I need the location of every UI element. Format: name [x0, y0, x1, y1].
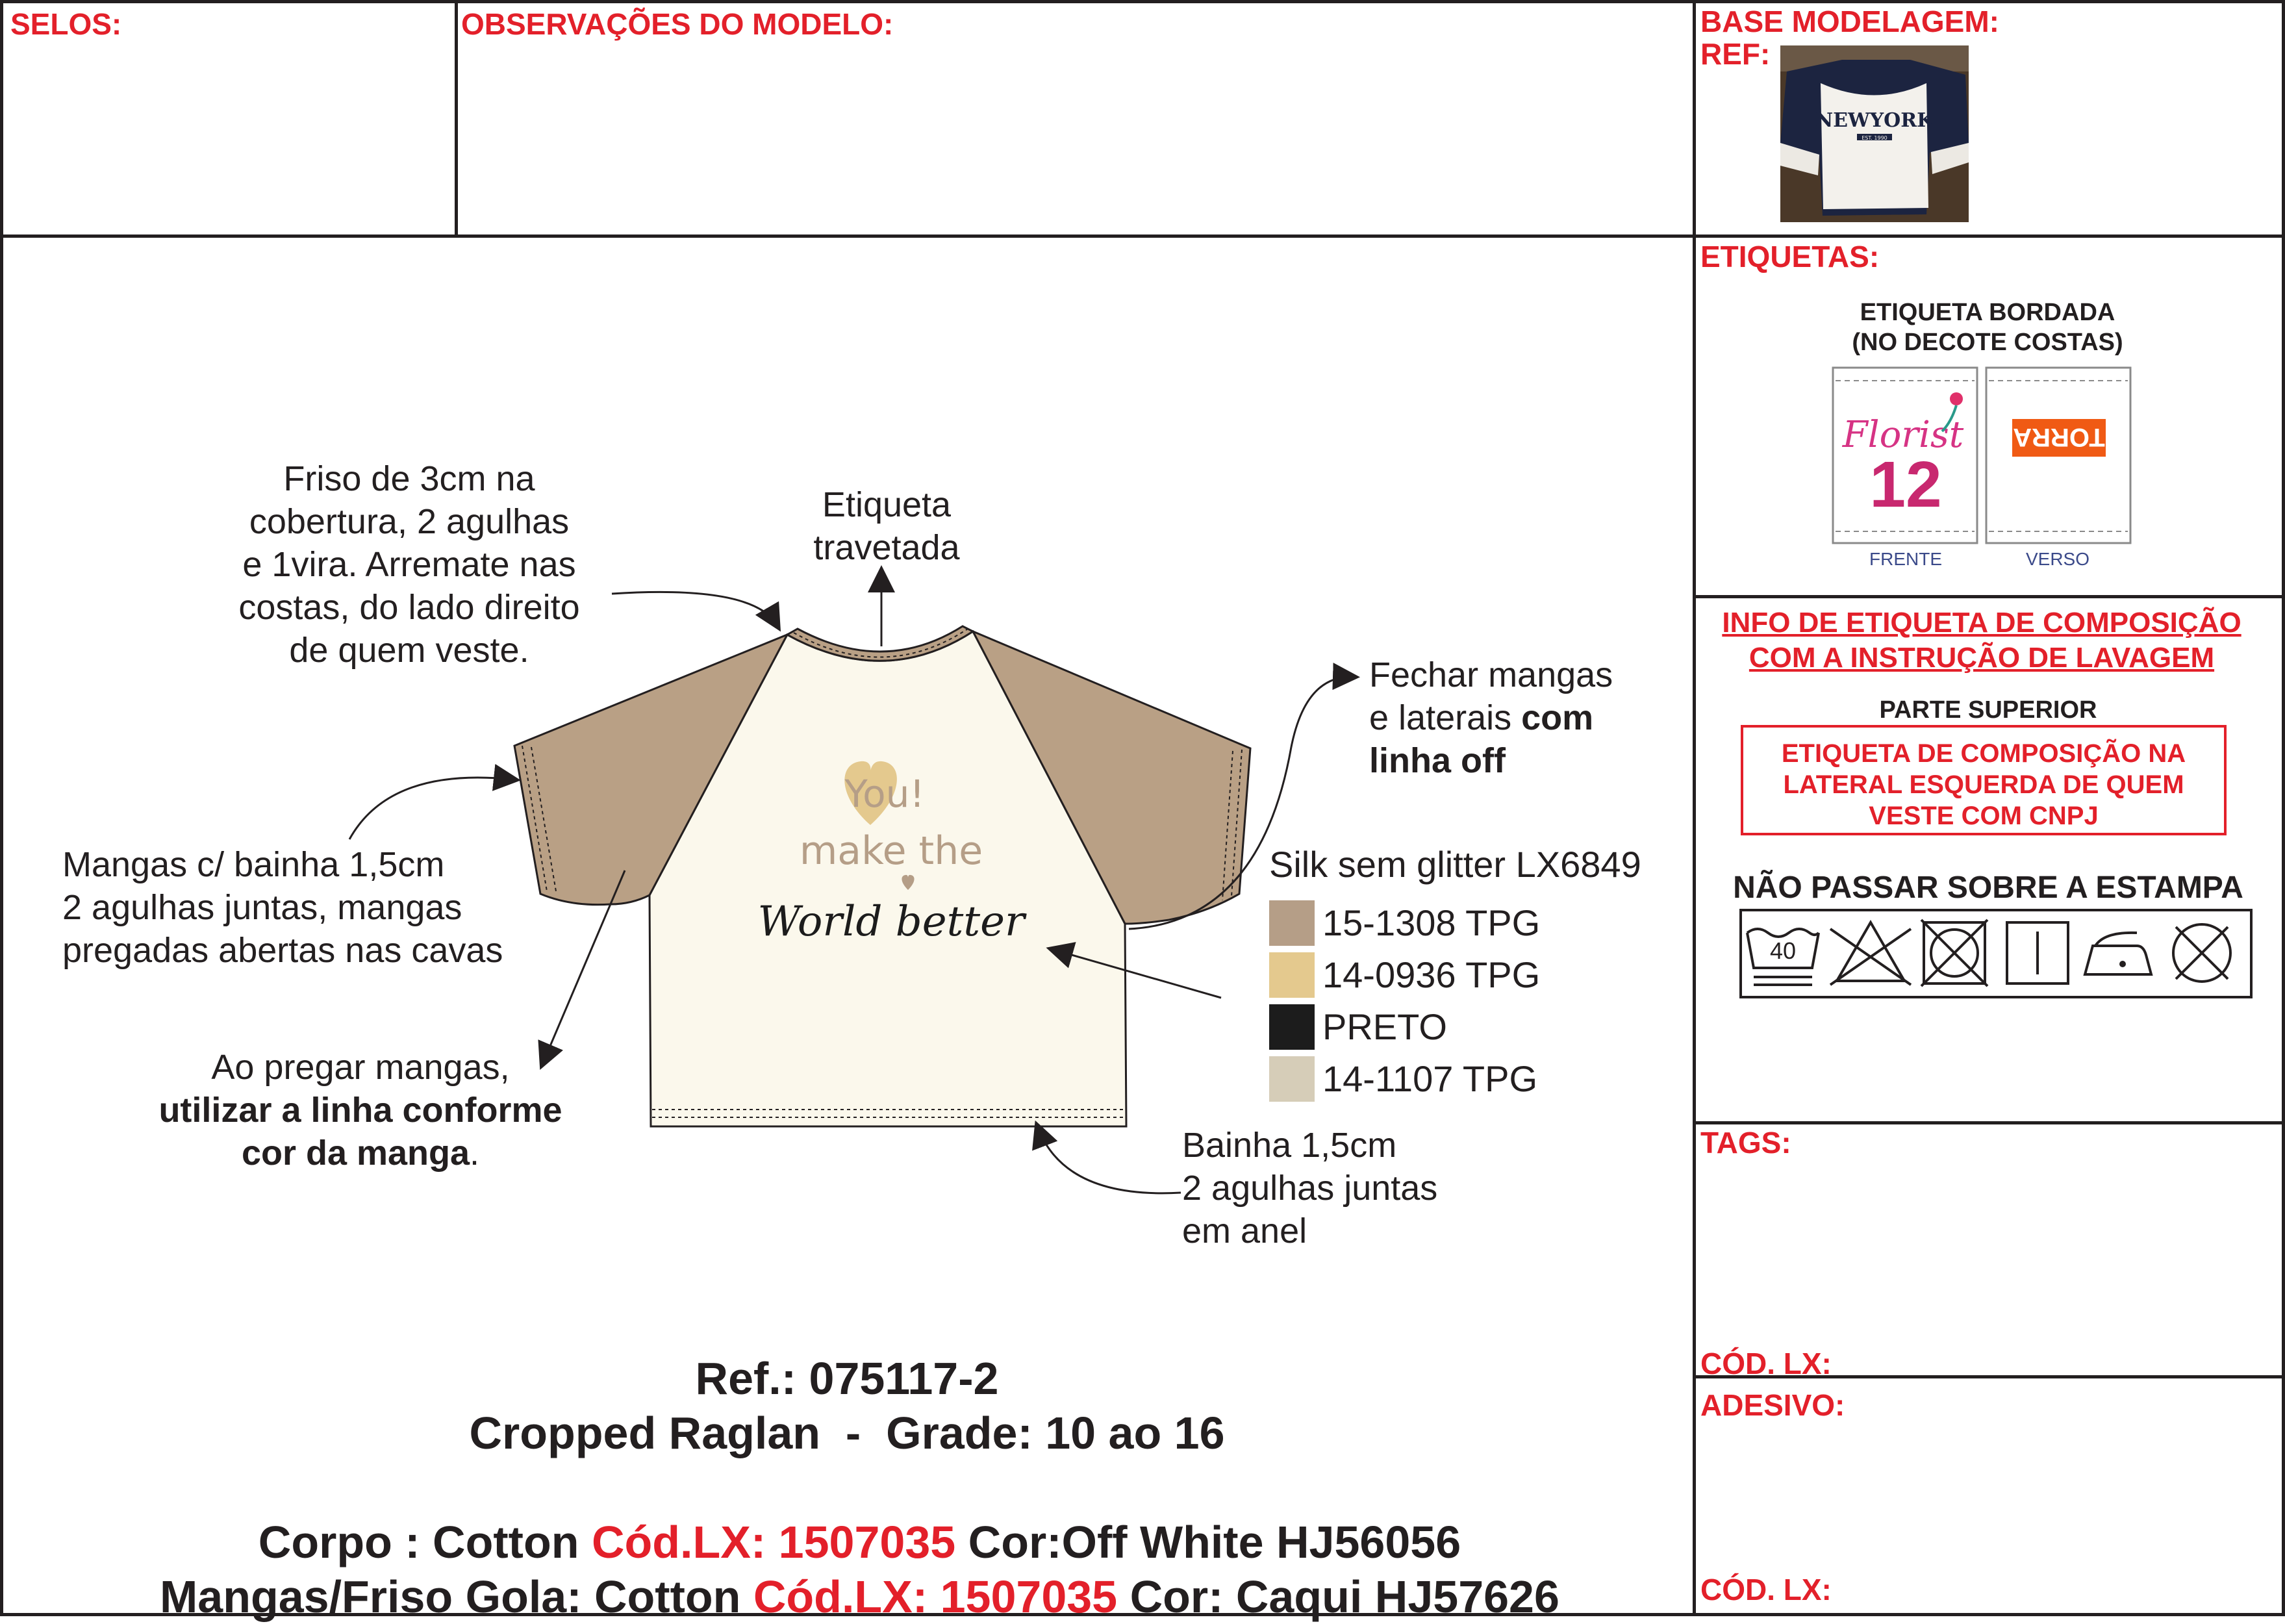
silk-label-2: 14-0936 TPG — [1322, 954, 1541, 995]
bainha-annotation — [1182, 1124, 1520, 1252]
nao-passar-warning: NÃO PASSAR SOBRE A ESTAMPA — [1733, 870, 2243, 905]
base-modelagem-label: BASE MODELAGEM: — [1700, 5, 1999, 38]
composicao-box-line1: ETIQUETA DE COMPOSIÇÃO NA — [1781, 739, 2186, 768]
label-front-brand: Florist — [1842, 414, 1964, 456]
bainha-line1: Bainha 1,5cm — [1182, 1126, 1397, 1165]
ref-label: REF: — [1700, 37, 1771, 71]
pregar-annotation — [104, 1046, 617, 1174]
friso-line2: cobertura, 2 agulhas — [249, 502, 570, 541]
parte-superior: PARTE SUPERIOR — [1879, 696, 2097, 724]
print-line3: World better — [757, 898, 1025, 946]
etiqueta-line2: travetada — [813, 528, 960, 567]
arrow-friso — [612, 592, 777, 625]
fechar-line2 — [1369, 696, 1681, 739]
footer-corpo-a: Corpo : Cotton — [258, 1517, 592, 1567]
print-line2: make the — [799, 828, 983, 874]
footer-model: Cropped Raglan - Grade: 10 ao 16 — [469, 1408, 1225, 1458]
friso-line1: Friso de 3cm na — [283, 459, 535, 498]
mangas-line2: 2 agulhas juntas, mangas — [62, 888, 462, 927]
fechar-line3: linha off — [1369, 741, 1506, 780]
footer-mangas-a: Mangas/Friso Gola: Cotton — [159, 1571, 753, 1622]
silk-label-1: 15-1308 TPG — [1322, 902, 1541, 943]
bainha-line3: em anel — [1182, 1212, 1307, 1250]
friso-line3: e 1vira. Arremate nas — [242, 545, 576, 584]
wash-temp: 40 — [1769, 937, 1797, 964]
fechar-annotation — [1369, 653, 1681, 782]
adesivo-cod-label: CÓD. LX: — [1700, 1573, 1832, 1606]
pregar-line3-a: cor da manga — [241, 1134, 470, 1173]
composicao-title-line1: INFO DE ETIQUETA DE COMPOSIÇÃO — [1722, 607, 2241, 639]
label-back-caption: VERSO — [2025, 549, 2090, 569]
silk-label-4: 14-1107 TPG — [1322, 1058, 1538, 1099]
fechar-line1: Fechar mangas — [1369, 655, 1613, 694]
composicao-title-line2: COM A INSTRUÇÃO DE LAVAGEM — [1748, 642, 2215, 674]
composicao-box-line2: LATERAL ESQUERDA DE QUEM — [1783, 770, 2184, 799]
etiquetas-label: ETIQUETAS: — [1700, 240, 1880, 273]
adesivo-label: ADESIVO: — [1700, 1388, 1845, 1422]
photo-print-text: NEWYORK — [1815, 109, 1934, 132]
composicao-box-line3: VESTE COM CNPJ — [1869, 802, 2099, 830]
label-back-brand: TORRA — [2013, 423, 2105, 451]
selos-label: SELOS: — [10, 7, 122, 41]
footer-mangas-code: Cód.LX: 1507035 — [753, 1571, 1118, 1622]
arrow-bainha — [1038, 1128, 1181, 1193]
pregar-line3-b: . — [470, 1134, 480, 1173]
pregar-line1: Ao pregar mangas, — [211, 1048, 510, 1087]
etiqueta-line1: Etiqueta — [822, 485, 952, 524]
friso-line5: de quem veste. — [289, 631, 529, 670]
tags-label: TAGS: — [1700, 1126, 1791, 1160]
photo-print-subtext: EST. 1990 — [1862, 135, 1887, 141]
footer-mangas — [0, 1515, 1694, 1624]
pregar-line2: utilizar a linha conforme — [158, 1091, 562, 1130]
mangas-line1: Mangas c/ bainha 1,5cm — [62, 845, 445, 884]
observacoes-label: OBSERVAÇÕES DO MODELO: — [461, 7, 894, 41]
mangas-annotation — [62, 843, 595, 972]
label-front-caption: FRENTE — [1869, 549, 1942, 569]
silk-title: Silk sem glitter LX6849 — [1269, 844, 1641, 885]
etiqueta-title-line2: (NO DECOTE COSTAS) — [1852, 329, 2123, 356]
footer-corpo-b: Cor:Off White HJ56056 — [955, 1517, 1461, 1567]
etiqueta-title-line1: ETIQUETA BORDADA — [1860, 299, 2115, 326]
silk-swatch-1 — [1269, 900, 1315, 946]
silk-swatch-4 — [1269, 1056, 1315, 1102]
label-front-number: 12 — [1869, 448, 1942, 521]
footer-corpo-code: Cód.LX: 1507035 — [591, 1517, 956, 1567]
tags-cod-label: CÓD. LX: — [1700, 1347, 1832, 1380]
silk-label-3: PRETO — [1322, 1006, 1447, 1047]
arrow-mangas — [349, 778, 513, 839]
friso-annotation — [195, 457, 624, 672]
silk-swatch-3 — [1269, 1004, 1315, 1050]
silk-swatch-2 — [1269, 952, 1315, 998]
footer-ref: Ref.: 075117-2 — [695, 1353, 999, 1404]
friso-line4: costas, do lado direito — [238, 588, 580, 627]
bainha-line2: 2 agulhas juntas — [1182, 1169, 1438, 1208]
footer-mangas-b: Cor: Caqui HJ57626 — [1117, 1571, 1559, 1622]
fechar-line2-b: com — [1521, 698, 1594, 737]
etiqueta-annotation — [753, 483, 1020, 569]
pregar-line3 — [104, 1132, 617, 1174]
print-line1: You! — [844, 772, 925, 816]
mangas-line3: pregadas abertas nas cavas — [62, 931, 503, 970]
fechar-line2-a: e laterais — [1369, 698, 1522, 737]
